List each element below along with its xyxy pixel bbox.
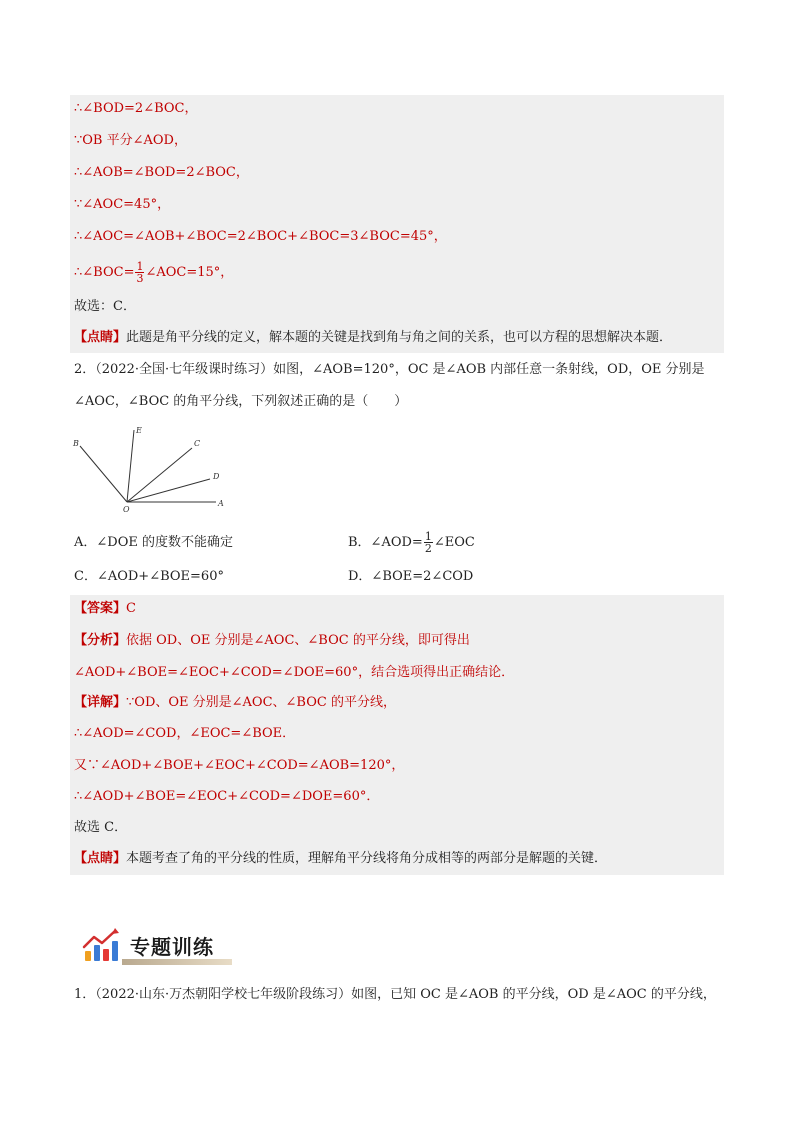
detail-tag: 【详解】: [74, 695, 127, 710]
label-e: E: [136, 426, 142, 435]
solution1-line5: ∴∠AOC=∠AOB+∠BOC=2∠BOC+∠BOC=3∠BOC=45°，: [74, 229, 447, 244]
detail-text1: ∵OD、OE 分别是∠AOC、∠BOC 的平分线，: [126, 695, 396, 710]
solution1-line6-post: ∠AOC=15°，: [145, 265, 234, 280]
remark-tag-2: 【点睛】: [74, 851, 127, 866]
remark-text: 此题是角平分线的定义，解本题的关键是找到角与角之间的关系，也可以方程的思想解决本题．: [126, 330, 673, 345]
fraction-one-half: $\frac{1}{2}$: [424, 530, 432, 555]
analysis-tag: 【分析】: [74, 633, 127, 648]
detail-line3: 又∵∠AOD+∠BOE+∠EOC+∠COD=∠AOB=120°，: [74, 758, 405, 773]
remark-line-2: [74, 848, 724, 870]
question2-line2: ∠AOC，∠BOC 的角平分线，下列叙述正确的是（ ）: [74, 394, 408, 409]
label-c: C: [194, 439, 201, 448]
ray-oc: [127, 448, 192, 502]
label-b: B: [73, 439, 79, 448]
solution1-line1: ∴∠BOD=2∠BOC，: [74, 101, 198, 116]
answer-value: C: [126, 601, 136, 616]
bar-chart-arrow-icon: [82, 927, 120, 965]
label-d: D: [213, 472, 220, 481]
solution1-line3: ∴∠AOB=∠BOD=2∠BOC，: [74, 165, 249, 180]
solution1-line4: ∵∠AOC=45°，: [74, 197, 171, 212]
option-b-pre: B．∠AOD=: [348, 535, 423, 550]
option-c: C．∠AOD+∠BOE=60°: [74, 569, 224, 584]
solution1-line6-pre: ∴∠BOC=: [74, 265, 135, 280]
option-a: A．∠DOE 的度数不能确定: [74, 535, 233, 550]
analysis-text1: 依据 OD、OE 分别是∠AOC、∠BOC 的平分线，即可得出: [126, 633, 470, 648]
section-title-underline: [122, 959, 232, 965]
answer-line: [74, 598, 724, 620]
solution1-remark: [74, 327, 724, 349]
fraction-one-third: $\frac{1}{3}$: [136, 260, 144, 285]
label-a: A: [218, 499, 224, 508]
label-o: O: [123, 505, 130, 512]
ray-od: [127, 479, 210, 502]
section-title-text: 专题训练: [130, 935, 214, 959]
remark-text-2: 本题考查了角的平分线的性质，理解角平分线将角分成相等的两部分是解题的关键．: [126, 851, 608, 866]
option-b: [348, 530, 475, 556]
detail-line4: ∴∠AOD+∠BOE=∠EOC+∠COD=∠DOE=60°．: [74, 789, 380, 804]
solution1-line2: ∵OB 平分∠AOD，: [74, 133, 187, 148]
ray-oe: [127, 430, 134, 502]
angle-figure: [70, 422, 230, 512]
detail-line2: ∴∠AOD=∠COD，∠EOC=∠BOE．: [74, 726, 296, 741]
remark-tag: 【点睛】: [74, 330, 127, 345]
analysis-line1: [74, 630, 724, 652]
detail-line1: [74, 692, 724, 714]
question2-line1: 2．（2022·全国·七年级课时练习）如图，∠AOB=120°，OC 是∠AOB 内部任意一条射线，OD，OE 分别是: [74, 362, 705, 377]
option-d: D．∠BOE=2∠COD: [348, 569, 474, 584]
section-header: [82, 925, 232, 969]
solution1-line6: [74, 260, 724, 286]
answer-tag: 【答案】: [74, 601, 127, 616]
option-b-post: ∠EOC: [433, 535, 475, 550]
ray-ob: [80, 446, 127, 502]
solution1-choose: 故选：C．: [74, 299, 136, 314]
analysis-line2: ∠AOD+∠BOE=∠EOC+∠COD=∠DOE=60°，结合选项得出正确结论．: [74, 665, 515, 680]
choose-line: 故选 C．: [74, 820, 128, 835]
next-question-line1: 1．（2022·山东·万杰朝阳学校七年级阶段练习）如图，已知 OC 是∠AOB 的平分线，OD 是∠AOC 的平分线，: [74, 987, 716, 1002]
